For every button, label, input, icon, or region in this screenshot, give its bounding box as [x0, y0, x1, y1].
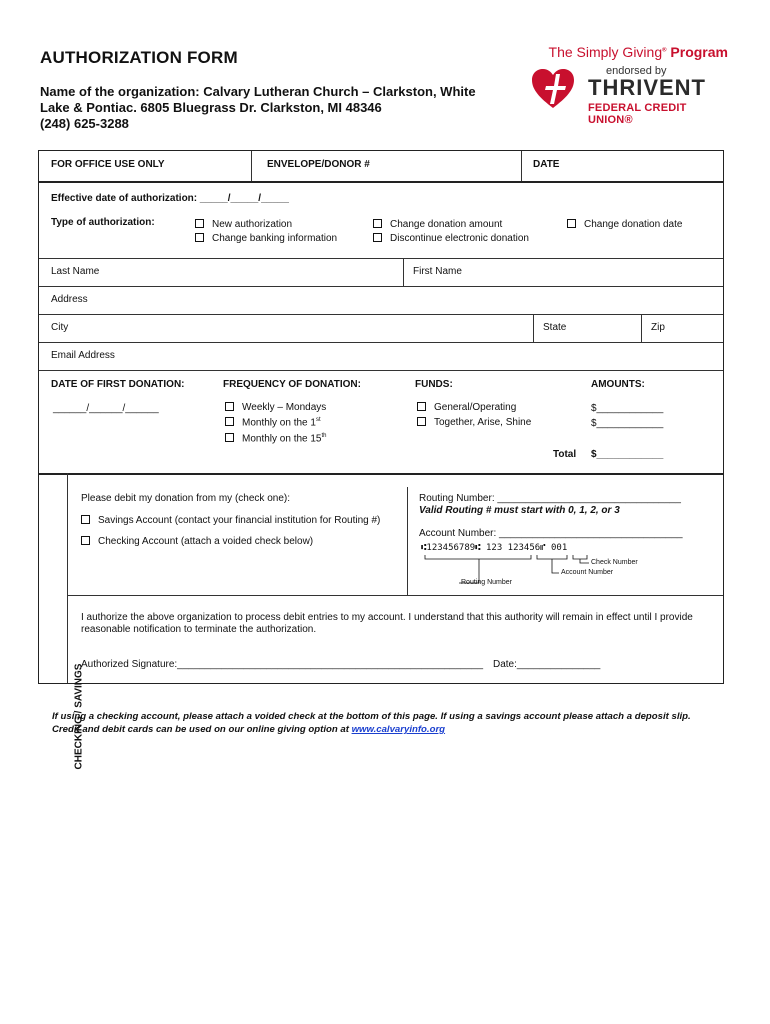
checkbox-icon: [417, 417, 426, 426]
monthly-15th-checkbox[interactable]: [225, 433, 327, 444]
general-fund-checkbox[interactable]: [417, 402, 516, 413]
first-donation-date-field[interactable]: ______/______/______: [53, 403, 159, 414]
type-of-authorization-label: Type of authorization:: [51, 217, 155, 228]
total-field[interactable]: $____________: [591, 449, 664, 460]
page-title: AUTHORIZATION FORM: [40, 48, 238, 67]
monthly-1st-checkbox[interactable]: [225, 417, 321, 428]
org-phone: (248) 625-3288: [40, 116, 129, 131]
last-name-field[interactable]: Last Name: [51, 266, 100, 277]
checkbox-icon: [373, 233, 382, 242]
office-date-label: DATE: [533, 159, 560, 170]
footer-note-line-1: If using a checking account, please attach a voided check at the bottom of this page. If using a savings account please attach a deposit slip.: [52, 711, 691, 722]
footer-note-line-2: [52, 723, 742, 736]
logo-reg: ®: [662, 47, 667, 54]
checkbox-icon: [195, 233, 204, 242]
first-donation-date-heading: DATE OF FIRST DONATION:: [51, 379, 185, 390]
together-fund-checkbox[interactable]: [417, 417, 531, 428]
option-label: Change banking information: [212, 233, 338, 244]
debit-prompt: Please debit my donation from my (check one):: [81, 493, 290, 504]
funds-heading: FUNDS:: [415, 379, 453, 390]
checkbox-icon: [81, 515, 90, 524]
routing-note: Valid Routing # must start with 0, 1, 2, or 3: [419, 505, 620, 516]
thrivent-logo: [526, 44, 732, 126]
org-line-2: Lake & Pontiac. 6805 Bluegrass Dr. Clarkston, MI 48346: [40, 100, 382, 115]
change-banking-checkbox[interactable]: [195, 233, 337, 244]
change-amount-checkbox[interactable]: [373, 219, 502, 230]
account-number-field[interactable]: Account Number: _________________________________: [419, 528, 683, 539]
account-number-caption: Account Number: [561, 569, 614, 576]
org-line-1: Name of the organization: Calvary Lutheran Church – Clarkston, White: [40, 84, 476, 99]
city-field[interactable]: City: [51, 322, 69, 333]
amount-2-field[interactable]: $____________: [591, 418, 664, 429]
option-label: New authorization: [212, 219, 293, 230]
logo-program-a: The Simply Giving: [548, 44, 663, 60]
logo-program-line: [549, 44, 728, 60]
weekly-label: Weekly – Mondays: [242, 402, 327, 413]
checkbox-icon: [195, 219, 204, 228]
footer-note: [52, 710, 742, 736]
monthly-15th-sup: th: [321, 433, 327, 439]
checkbox-icon: [225, 417, 234, 426]
weekly-checkbox[interactable]: [225, 402, 326, 413]
effective-date-field[interactable]: Effective date of authorization: _____/_____/_____: [51, 193, 289, 204]
logo-subtitle: FEDERAL CREDIT UNION®: [588, 102, 687, 126]
savings-label: Savings Account (contact your financial institution for Routing #): [98, 515, 381, 526]
signature-date-field[interactable]: Date:_______________: [493, 659, 601, 670]
logo-endorsed: endorsed by: [606, 65, 667, 77]
discontinue-checkbox[interactable]: [373, 233, 529, 244]
change-date-checkbox[interactable]: [567, 219, 682, 230]
fund1-label: General/Operating: [434, 402, 517, 413]
option-label: Discontinue electronic donation: [390, 233, 529, 244]
monthly-15th-label: Monthly on the 15: [242, 433, 322, 445]
new-authorization-checkbox[interactable]: [195, 219, 292, 230]
fund2-label: Together, Arise, Shine: [434, 417, 532, 428]
email-field[interactable]: Email Address: [51, 350, 115, 361]
organization-info: [40, 84, 520, 132]
first-name-field[interactable]: First Name: [413, 266, 462, 277]
option-label: Change donation amount: [390, 219, 503, 230]
checkbox-icon: [81, 536, 90, 545]
checkbox-icon: [225, 433, 234, 442]
office-use-label: FOR OFFICE USE ONLY: [51, 159, 165, 170]
envelope-donor-label: ENVELOPE/DONOR #: [267, 159, 370, 170]
address-field[interactable]: Address: [51, 294, 88, 305]
state-field[interactable]: State: [543, 322, 567, 333]
heart-cross-logo-icon: [530, 66, 576, 112]
checking-checkbox[interactable]: [81, 536, 313, 547]
micr-line: ⑆123456789⑆ 123 123456⑈ 001: [421, 543, 568, 553]
routing-number-caption: Routing Number: [461, 579, 512, 586]
savings-checkbox[interactable]: [81, 515, 380, 526]
monthly-1st-label: Monthly on the 1: [242, 417, 316, 429]
checking-label: Checking Account (attach a voided check below): [98, 536, 314, 547]
checkbox-icon: [567, 219, 576, 228]
footer-note-text: Credit and debit cards can be used on our online giving option at: [52, 724, 352, 735]
checking-savings-side-label: CHECKING / SAVINGS: [73, 663, 85, 770]
amount-1-field[interactable]: $____________: [591, 403, 664, 414]
logo-program-b: Program: [666, 44, 728, 60]
checkbox-icon: [417, 402, 426, 411]
option-label: Change donation date: [584, 219, 683, 230]
checkbox-icon: [225, 402, 234, 411]
amounts-heading: AMOUNTS:: [591, 379, 645, 390]
check-number-caption: Check Number: [591, 559, 638, 566]
monthly-1st-sup: st: [315, 417, 321, 423]
frequency-heading: FREQUENCY OF DONATION:: [223, 379, 361, 390]
zip-field[interactable]: Zip: [651, 322, 665, 333]
calvary-link[interactable]: www.calvaryinfo.org: [351, 724, 446, 735]
authorization-statement: I authorize the above organization to process debit entries to my account. I understand that this authority will remain in effect until I provide reasonable notification to terminate the authorization.: [81, 612, 693, 635]
authorized-signature-field[interactable]: Authorized Signature:_______________________________________________________: [81, 659, 484, 670]
logo-brand: THRIVENT: [588, 75, 706, 100]
routing-number-field[interactable]: Routing Number: _________________________________: [419, 493, 681, 504]
checkbox-icon: [373, 219, 382, 228]
total-label: Total: [553, 449, 577, 460]
